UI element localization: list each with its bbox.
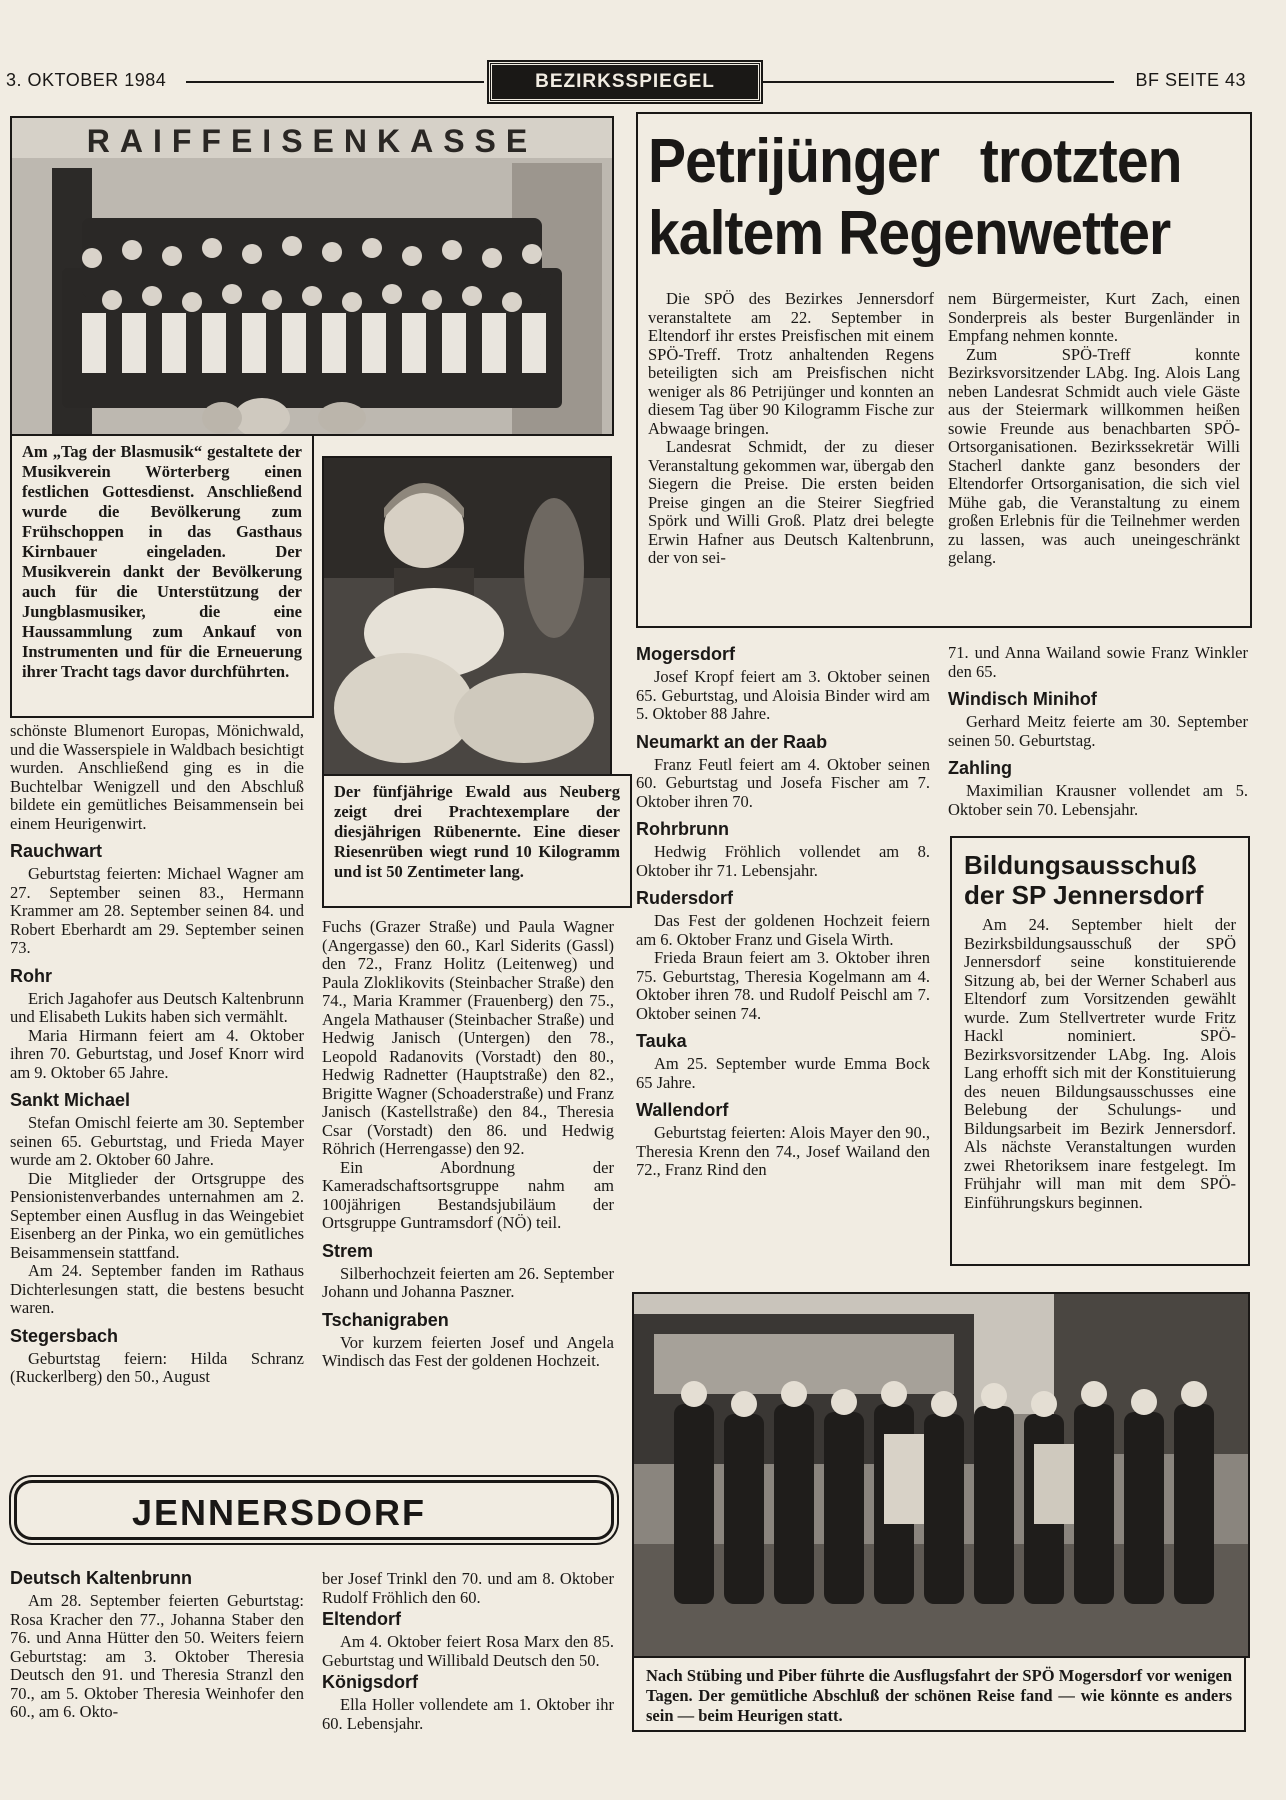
heading-sankt-michael: Sankt Michael [10,1090,131,1110]
text-zahling: Maximilian Krausner vollendet am 5. Oktober sein 70. Lebensjahr. [948,781,1248,819]
heading-strem: Strem [322,1240,374,1261]
headline-word-2: trotzten [979,127,1182,196]
boy-photo-image [324,458,610,774]
heading-neumarkt: Neumarkt an der Raab [636,731,828,752]
bildung-box [950,836,1250,1266]
headline-line-2: kaltem Regenwetter [648,199,1171,268]
jennersdorf-column-1 [10,1568,304,1722]
bildung-text: Am 24. September hielt der Bezirksbildungsausschuß der SPÖ Jennersdorf seine konstituierende Sitzung ab, bei der Werner Schaberl aus Eltendorf zum Vorsitzenden gewählt wurde. Zum Stellvertreter wurde Fritz Hackl nominiert. SPÖ-Bezirksvorsitzender LAbg. Ing. Alois Lang erhofft sich mit der Konstituierung des neuen Bildungsausschusses eine Belebung der Schulungs- und Bildungsarbeit im Bezirk Jennersdorf. Als nächste Veranstaltungen wurden zwei Rhetoriksem inare festgelegt. Im Frühjahr will man mit dem SPÖ-Einführungskurs beginnen. [964,915,1236,1212]
left-column [10,722,304,1387]
text-deutsch-kaltenbrunn: Am 28. September feierten Geburtstag: Rosa Kracher den 77., Johanna Staber den 76. und Anna Hütter den 50. Weiters feiern Geburtstag: am 3. Oktober Theresia Deutsch den 91. und Theresia Stranzl den 70., am 5. Oktober Theresia Weinhofer den 60., am 6. Okto- [10,1591,304,1721]
raiffeisen-sign: RAIFFEISENKASSE [86,123,538,159]
heading-wallendorf: Wallendorf [636,1100,729,1120]
boy-caption: Der fünfjährige Ewald aus Neuberg zeigt drei Prachtexemplare der diesjährigen Rübenernte. Eine dieser Riesenrüben wiegt rund 10 Kilogramm und ist 50 Zentimeter lang. [322,774,632,908]
heading-koenigsdorf: Königsdorf [322,1672,418,1692]
feature-text-3: nem Bürgermeister, Kurt Zach, einen Sonderpreis als bester Burgenländer in Empfang nehmen konnte. [948,289,1240,345]
page-number: BF SEITE 43 [1135,70,1246,90]
headline-word-1: Petrijünger [648,127,939,196]
bildung-body [964,916,1236,1212]
heading-tschanigraben: Tschanigraben [322,1309,449,1330]
feature-text-2: Landesrat Schmidt, der zu dieser Veranstaltung gekommen war, übergab den Siegern die Preise. Die ersten beiden Preise gingen an die Steirer Siegfried Spörk und Willi Groß. Platz drei belegte Erwin Hafner aus Deutsch Kaltenbrunn, der von sei- [648,437,934,567]
heading-eltendorf: Eltendorf [322,1609,401,1629]
right-column-2 [948,644,1248,819]
jennersdorf-column-2 [322,1570,614,1733]
heading-rohrbrunn: Rohrbrunn [636,819,729,839]
heading-deutsch-kaltenbrunn: Deutsch Kaltenbrunn [10,1568,193,1588]
left-intro: schönste Blumenort Europas, Mönichwald, und die Wasserspiele in Waldbach besichtigt wurden. Anschließend ging es in die Buchtelbar Wenigzell und den Abschluß bildete ein gemütliches Beisammensein bei einem Heurigenwirt. [10,721,304,833]
bildung-title-2: der SP Jennersdorf [964,880,1204,910]
bildung-title-1: Bildungsausschuß [964,850,1197,880]
section-title: BEZIRKSSPIEGEL [489,62,761,102]
jennersdorf-banner: JENNERSDORF [14,1480,614,1540]
text-windisch-minihof: Gerhard Meitz feierte am 30. September seinen 50. Geburtstag. [948,712,1248,750]
feature-column-1 [648,290,934,568]
band-caption: Am „Tag der Blasmusik“ gestaltete der Musikverein Wörterberg einen festlichen Gottesdienst. Anschließend wurde die Bevölkerung zum Frühschoppen in das Gasthaus Kirnbauer eingeladen. Der Musikverein dankt der Bevölkerung auch für die Unterstützung der Jungblasmusiker, die eine Haussammlung zum Ankauf von Instrumenten und für die Erneuerung ihrer Tracht tags davor durchführten. [10,434,314,718]
text-wallendorf-cont: 71. und Anna Wailand sowie Franz Winkler den 65. [948,643,1248,681]
text-rohrbrunn: Hedwig Fröhlich vollendet am 8. Oktober ihr 71. Lebensjahr. [636,842,930,880]
band-photo-image [12,118,612,434]
text-rohr-2: Maria Hirmann feiert am 4. Oktober ihren 70. Geburtstag, und Josef Knorr wird am 9. Oktober 65 Jahre. [10,1025,304,1082]
text-michael-3: Am 24. September fanden im Rathaus Dichterlesungen statt, die bestens besucht waren. [10,1261,304,1317]
text-stegersbach: Geburtstag feiern: Hilda Schranz (Ruckerlberg) den 50., August [10,1348,304,1386]
right-column-1 [636,644,930,1180]
group-photo [632,1292,1250,1658]
text-mid-1: Fuchs (Grazer Straße) und Paula Wagner (Angergasse) den 60., Karl Siderits (Gassl) den 72., Franz Holitz (Leitenweg) und Paula Zloklikovits (Steinbacher Straße) den 74., Maria Krammer (Frauenberg) den 75., Angela Mathauser (Steinbacher Straße) und Hedwig Janisch (Untergen) den 78., Leopold Radanovits (Vorstadt) den 80., Hedwig Radnetter (Hauptstraße) den 82., Brigitte Wagner (Schoaderstraße) und Franz Janisch (Kastellstraße) den 84., Theresia Csar (Vorstadt) den 86. und Hedwig Röhrich (Herrengasse) den 92. [322,917,614,1158]
issue-date: 3. OKTOBER 1984 [6,70,167,90]
text-tschanigraben: Vor kurzem feierten Josef und Angela Windisch das Fest der goldenen Hochzeit. [322,1332,614,1370]
text-neumarkt: Franz Feutl feiert am 4. Oktober seinen 60. Geburtstag und Josefa Fischer am 7. Oktober ihren 70. [636,754,930,811]
text-michael-2: Die Mitglieder der Ortsgruppe des Pensionistenverbandes unternahmen am 2. September einen Ausflug in das Weingebiet Eisenberg an der Pinka, wo ein gemütliches Beisammensein stattfand. [10,1168,304,1262]
heading-windisch-minihof: Windisch Minihof [948,689,1097,709]
group-caption: Nach Stübing und Piber führte die Ausflugsfahrt der SPÖ Mogersdorf vor wenigen Tagen. Der gemütliche Abschluß der schönen Reise fand — wie könnte es anders sein — beim Heurigen statt. [632,1656,1246,1732]
heading-stegersbach: Stegersbach [10,1325,119,1346]
text-eltendorf: Am 4. Oktober feiert Rosa Marx den 85. Geburtstag und Willibald Deutsch den 50. [322,1632,614,1670]
heading-mogersdorf: Mogersdorf [636,644,735,664]
text-tauka: Am 25. September wurde Emma Bock 65 Jahre. [636,1054,930,1092]
header-rule-right [762,81,1114,83]
header-rule-left [186,81,484,83]
heading-zahling: Zahling [948,758,1012,778]
text-rohr-1: Erich Jagahofer aus Deutsch Kaltenbrunn und Elisabeth Lukits haben sich vermählt. [10,988,304,1026]
heading-rauchwart: Rauchwart [10,841,103,861]
text-michael-1: Stefan Omischl feierte am 30. September seinen 65. Geburtstag, und Frieda Mayer wurde am 2. Oktober 60 Jahre. [10,1113,304,1169]
feature-box [636,112,1252,628]
middle-column [322,918,614,1371]
heading-rudersdorf: Rudersdorf [636,888,734,908]
text-dk-cont: ber Josef Trinkl den 70. und am 8. Oktober Rudolf Fröhlich den 60. [322,1569,614,1607]
text-mogersdorf: Josef Kropf feiert am 3. Oktober seinen 65. Geburtstag, und Aloisia Binder wird am 5. Oktober 88 Jahre. [636,667,930,723]
group-photo-image [634,1294,1248,1656]
text-wallendorf: Geburtstag feierten: Alois Mayer den 90., Theresia Krenn den 74., Josef Wailand den 72., Franz Rind den [636,1123,930,1179]
text-koenigsdorf: Ella Holler vollendete am 1. Oktober ihr 60. Lebensjahr. [322,1695,614,1733]
text-rudersdorf-1: Das Fest der goldenen Hochzeit feiern am 6. Oktober Franz und Gisela Wirth. [636,911,930,949]
feature-column-2 [948,290,1240,568]
band-photo [10,116,614,436]
heading-rohr: Rohr [10,965,52,986]
text-rauchwart: Geburtstag feierten: Michael Wagner am 27. September seinen 83., Hermann Krammer am 28. September seinen 84. und Robert Eberhardt am 29. September seinen 73. [10,864,304,957]
feature-headline [648,126,1237,270]
text-mid-2: Ein Abordnung der Kameradschaftsortsgruppe nahm am 100jährigen Bestandsjubiläum der Ortsgruppe Guntramsdorf (NÖ) teil. [322,1157,614,1232]
boy-photo [322,456,612,776]
text-rudersdorf-2: Frieda Braun feiert am 3. Oktober ihren 75. Geburtstag, Theresia Kogelmann am 4. Oktober ihren 78. und Rudolf Peischl am 7. Oktober seinen 74. [636,948,930,1023]
heading-tauka: Tauka [636,1031,687,1051]
text-strem: Silberhochzeit feierten am 26. September Johann und Johanna Paszner. [322,1263,614,1301]
feature-text-4: Zum SPÖ-Treff konnte Bezirksvorsitzender LAbg. Ing. Alois Lang neben Landesrat Schmidt auch viele Gäste aus der Steiermark willkommen heißen sowie Freunde aus benachbarten SPÖ-Ortsorganisationen. Bezirkssekretär Willi Stacherl dankte ganz besonders der Eltendorfer Ortsorganisation, die sich viel Mühe gab, die Veranstaltung zu einem großen Erlebnis für die Teilnehmer werden zu lassen, was auch uneingeschränkt gelang. [948,344,1240,567]
feature-text-1: Die SPÖ des Bezirkes Jennersdorf veranstaltete am 22. September in Eltendorf ihr erstes Preisfischen mit einem SPÖ-Treff. Trotz anhaltenden Regens beteiligten sich am Preisfischen nicht weniger als 86 Petrijünger und konnten an diesem Tag über 90 Kilogramm Fische zur Abwaage bringen. [648,289,934,438]
